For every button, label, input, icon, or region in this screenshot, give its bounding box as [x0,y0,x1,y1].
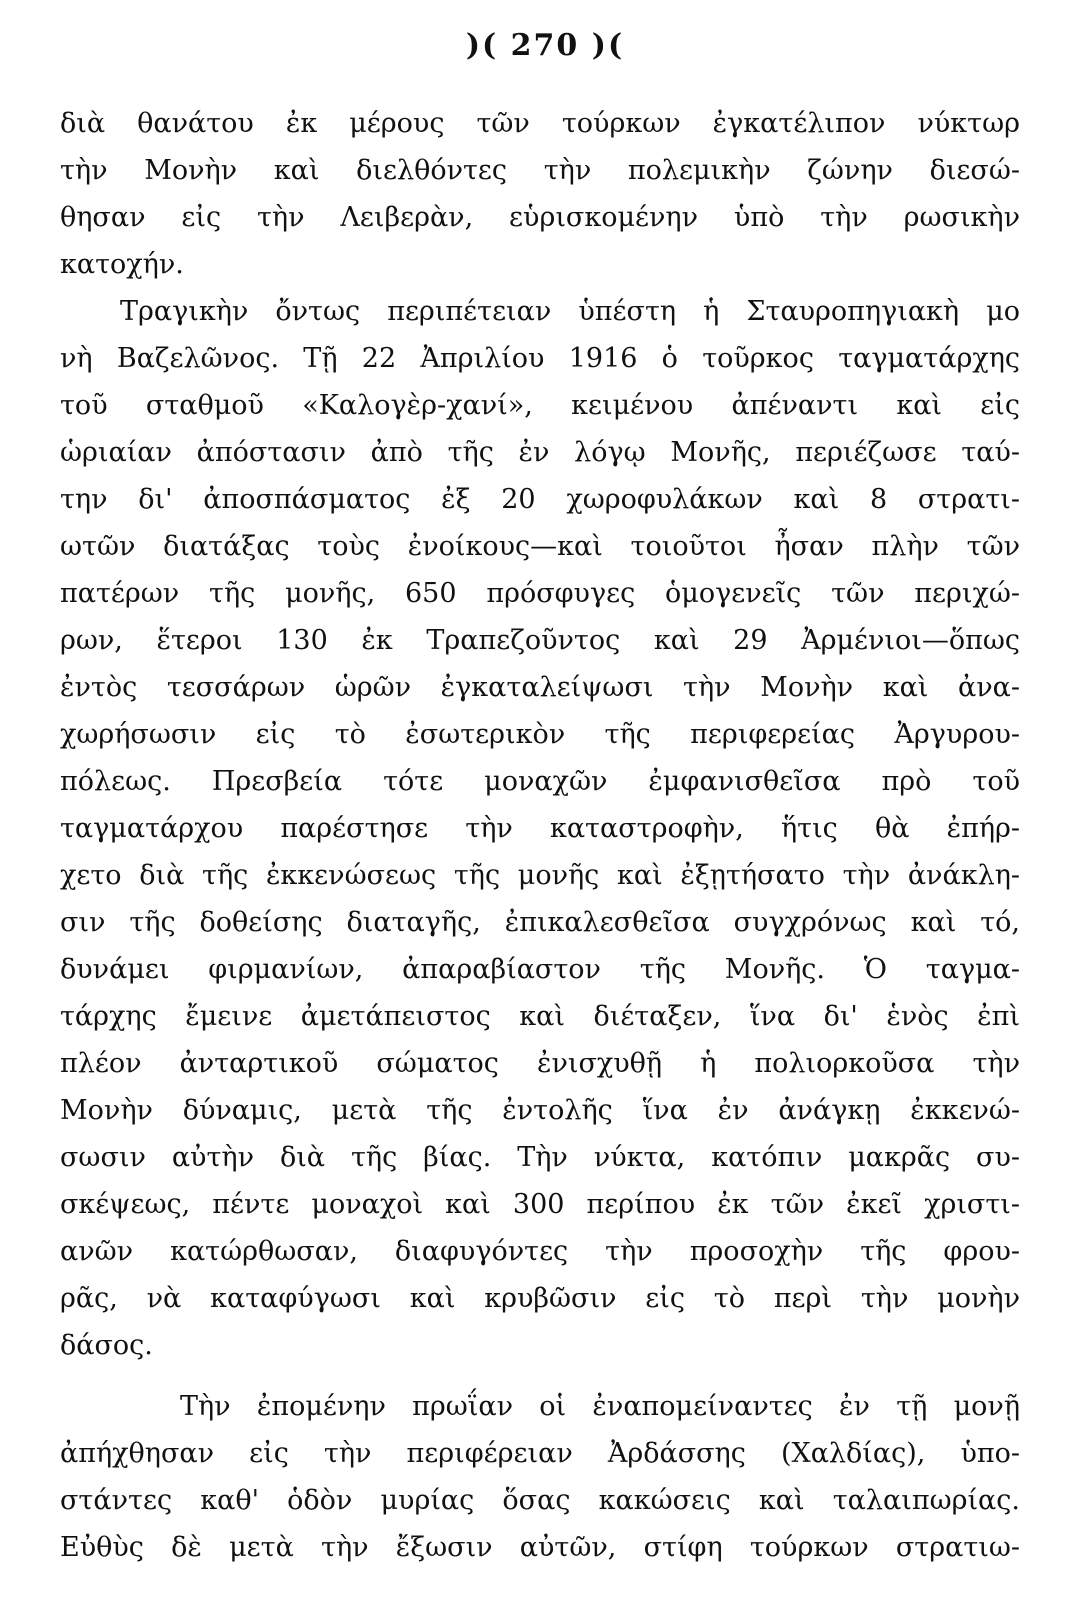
text-line: χωρήσωσιν εἰς τὸ ἐσωτερικὸν τῆς περιφερείας Ἀργυρου- [60,719,1020,750]
text-line: νὴ Βαζελῶνος. Τῇ 22 Ἀπριλίου 1916 ὁ τοῦρκος ταγματάρχης [60,343,1020,374]
text-line: Τραγικὴν ὄντως περιπέτειαν ὑπέστη ἡ Σταυροπηγιακὴ μο [120,296,1020,327]
text-line: ρων, ἕτεροι 130 ἐκ Τραπεζοῦντος καὶ 29 Ἀρμένιοι—ὅπως [60,625,1020,656]
text-line: ταγματάρχου παρέστησε τὴν καταστροφὴν, ἥτις θὰ ἐπήρ- [60,813,1020,844]
text-line: ὡριαίαν ἀπόστασιν ἀπὸ τῆς ἐν λόγῳ Μονῆς, περιέζωσε ταύ- [60,437,1020,468]
text-line: χετο διὰ τῆς ἐκκενώσεως τῆς μονῆς καὶ ἐξῃτήσατο τὴν ἀνάκλη- [60,860,1020,891]
text-line: τὴν Μονὴν καὶ διελθόντες τὴν πολεμικὴν ζώνην διεσώ- [60,155,1020,186]
text-line: κατοχήν. [60,249,184,280]
text-line: πόλεως. Πρεσβεία τότε μοναχῶν ἐμφανισθεῖσα πρὸ τοῦ [60,766,1020,797]
text-line: δυνάμει φιρμανίων, ἀπαραβίαστον τῆς Μονῆς. Ὁ ταγμα- [60,954,1020,985]
text-line: Μονὴν δύναμις, μετὰ τῆς ἐντολῆς ἵνα ἐν ἀνάγκῃ ἐκκενώ- [60,1095,1020,1126]
text-line: στάντες καθ' ὁδὸν μυρίας ὅσας κακώσεις καὶ ταλαιπωρίας. [60,1485,1020,1516]
text-line: σιν τῆς δοθείσης διαταγῆς, ἐπικαλεσθεῖσα συγχρόνως καὶ τό, [60,907,1020,938]
body-text [60,100,1020,1571]
text-line: σωσιν αὐτὴν διὰ τῆς βίας. Τὴν νύκτα, κατόπιν μακρᾶς συ- [60,1142,1020,1173]
text-line: Εὐθὺς δὲ μετὰ τὴν ἔξωσιν αὐτῶν, στίφη τούρκων στρατιω- [60,1532,1020,1563]
text-line: δάσος. [60,1330,153,1361]
text-line: θησαν εἰς τὴν Λειβερὰν, εὑρισκομένην ὑπὸ τὴν ρωσικὴν [60,202,1020,233]
text-line: πατέρων τῆς μονῆς, 650 πρόσφυγες ὁμογενεῖς τῶν περιχώ- [60,578,1020,609]
text-line: Τὴν ἐπομένην πρωΐαν οἱ ἐναπομείναντες ἐν τῇ μονῇ [180,1391,1020,1422]
text-line: πλέον ἀνταρτικοῦ σώματος ἐνισχυθῇ ἡ πολιορκοῦσα τὴν [60,1048,1020,1079]
text-line: ἐντὸς τεσσάρων ὡρῶν ἐγκαταλείψωσι τὴν Μονὴν καὶ ἀνα- [60,672,1020,703]
page-number: )( 270 )( [465,28,625,63]
paragraph-gap [60,1369,1020,1383]
text-line: σκέψεως, πέντε μοναχοὶ καὶ 300 περίπου ἐκ τῶν ἐκεῖ χριστι- [60,1189,1020,1220]
text-line: ανῶν κατώρθωσαν, διαφυγόντες τὴν προσοχὴν τῆς φρου- [60,1236,1020,1267]
text-line: τάρχης ἔμεινε ἀμετάπειστος καὶ διέταξεν, ἵνα δι' ἑνὸς ἐπὶ [60,1001,1020,1032]
text-line: ἀπήχθησαν εἰς τὴν περιφέρειαν Ἀρδάσσης (Χαλδίας), ὑπο- [60,1438,1020,1469]
text-line: ρᾶς, νὰ καταφύγωσι καὶ κρυβῶσιν εἰς τὸ περὶ τὴν μονὴν [60,1283,1020,1314]
text-line: ωτῶν διατάξας τοὺς ἐνοίκους—καὶ τοιοῦτοι ἦσαν πλὴν τῶν [60,531,1020,562]
text-line: την δι' ἀποσπάσματος ἐξ 20 χωροφυλάκων καὶ 8 στρατι- [60,484,1020,515]
text-line: διὰ θανάτου ἐκ μέρους τῶν τούρκων ἐγκατέλιπον νύκτωρ [60,108,1020,139]
text-line: τοῦ σταθμοῦ «Καλογὲρ-χανί», κειμένου ἀπέναντι καὶ εἰς [60,390,1020,421]
